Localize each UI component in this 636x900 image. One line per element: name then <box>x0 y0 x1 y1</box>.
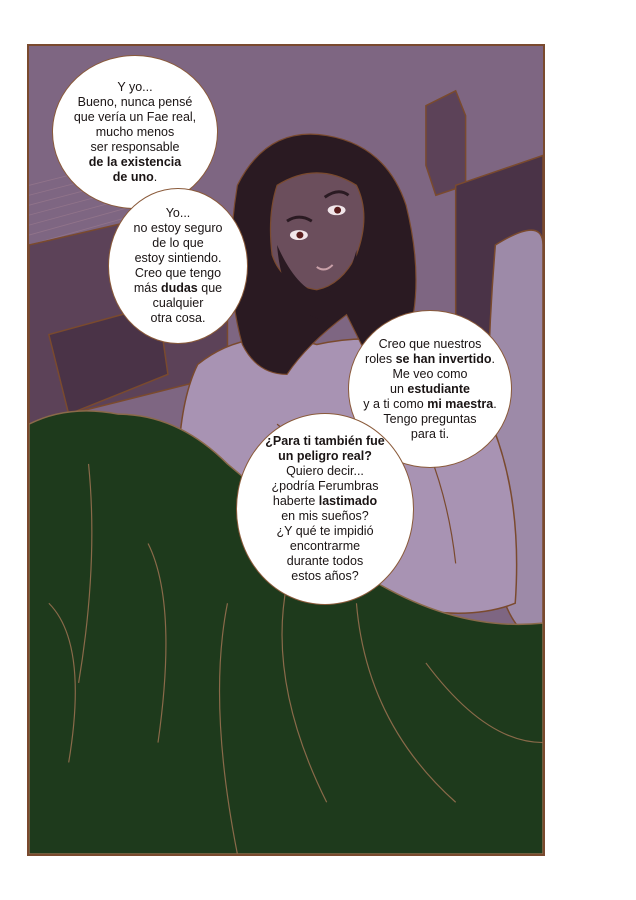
bubble-line <box>74 170 196 185</box>
bubble-line <box>74 95 196 110</box>
bubble-text: cualquier <box>152 296 204 310</box>
bubble-line <box>363 382 496 397</box>
bubble-text-bold: un peligro real? <box>278 449 372 463</box>
bubble-text-bold: dudas <box>160 281 198 295</box>
bubble-text: estos años? <box>291 569 359 583</box>
bubble-line <box>134 206 223 221</box>
bubble-line <box>265 449 384 464</box>
bubble-text: Creo que nuestros <box>378 336 482 351</box>
bubble-text: haberte <box>272 494 319 508</box>
bubble-text: Bueno, nunca pensé <box>77 94 193 109</box>
bubble-text: en mis sueños? <box>281 509 369 523</box>
speech-bubble-1 <box>52 55 218 209</box>
speech-bubble-3-text <box>363 337 496 442</box>
bubble-line <box>265 494 384 509</box>
bubble-line <box>265 554 384 569</box>
bubble-line <box>363 412 496 427</box>
bubble-line <box>265 569 384 584</box>
bubble-line <box>74 140 196 155</box>
bubble-text: para ti. <box>410 426 450 441</box>
bubble-line <box>265 509 384 524</box>
speech-bubble-2 <box>108 188 248 344</box>
bubble-text: más <box>133 281 161 295</box>
bubble-text: Me veo como <box>392 366 468 381</box>
bubble-text: ¿podría Ferumbras <box>271 479 379 493</box>
bubble-line <box>74 80 196 95</box>
bubble-line <box>265 479 384 494</box>
bubble-text: y a ti como <box>363 396 428 411</box>
bubble-text: durante todos <box>286 554 364 568</box>
bubble-text: Y yo... <box>117 79 153 94</box>
bubble-text: que <box>197 281 223 295</box>
bubble-text-bold: mi maestra <box>427 396 494 411</box>
bubble-text: . <box>153 169 158 184</box>
bubble-text-bold: ¿Para ti también fue <box>265 434 385 448</box>
bubble-text: otra cosa. <box>150 311 206 325</box>
chimney <box>426 91 466 195</box>
bubble-line <box>134 221 223 236</box>
bubble-text: . <box>491 351 495 366</box>
bubble-line <box>74 125 196 140</box>
bubble-text-bold: se han invertido <box>395 351 492 366</box>
bubble-line <box>363 367 496 382</box>
bubble-line <box>363 397 496 412</box>
bubble-text: que vería un Fae real, <box>73 109 197 124</box>
bubble-text: Quiero decir... <box>286 464 364 478</box>
bubble-text: roles <box>365 351 396 366</box>
bubble-text-bold: estudiante <box>407 381 470 396</box>
speech-bubble-4-text <box>265 434 384 584</box>
bubble-line <box>134 266 223 281</box>
speech-bubble-1-text <box>74 80 196 185</box>
bubble-text: encontrarme <box>289 539 361 553</box>
bubble-line <box>265 524 384 539</box>
bubble-text: mucho menos <box>95 124 175 139</box>
bubble-line <box>134 311 223 326</box>
bubble-line <box>265 434 384 449</box>
bubble-line <box>74 110 196 125</box>
bubble-text: Tengo preguntas <box>383 411 477 426</box>
bubble-text: estoy sintiendo. <box>134 251 222 265</box>
bubble-text: no estoy seguro <box>133 221 223 235</box>
bubble-text-bold: lastimado <box>318 494 378 508</box>
bubble-line <box>134 251 223 266</box>
bubble-text-bold: de uno <box>112 169 154 184</box>
speech-bubble-4 <box>236 413 414 605</box>
bubble-line <box>134 236 223 251</box>
bubble-text: un <box>390 381 408 396</box>
bubble-line <box>265 464 384 479</box>
bubble-text: Yo... <box>165 206 191 220</box>
bubble-line <box>363 352 496 367</box>
bubble-text: . <box>493 396 497 411</box>
bubble-text: ¿Y qué te impidió <box>276 524 374 538</box>
bubble-text: de lo que <box>152 236 204 250</box>
bubble-text: Creo que tengo <box>134 266 222 280</box>
bubble-line <box>265 539 384 554</box>
bubble-line <box>363 337 496 352</box>
bubble-line <box>134 296 223 311</box>
speech-bubble-2-text <box>134 206 223 326</box>
bubble-text-bold: de la existencia <box>88 154 182 169</box>
bubble-line <box>74 155 196 170</box>
bubble-line <box>134 281 223 296</box>
bubble-text: ser responsable <box>90 139 180 154</box>
